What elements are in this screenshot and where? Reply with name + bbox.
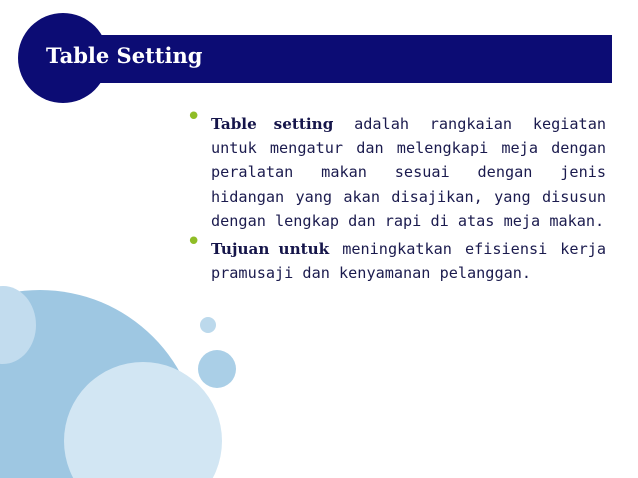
decorative-circle-dot xyxy=(200,317,216,333)
bullet-text: adalah rangkaian kegiatan untuk mengatur dan melengkapi meja dengan peralatan makan sesuai dengan jenis hidangan yang akan disajikan, yang disusun dengan lengkap dan rapi di atas meja makan. xyxy=(211,115,606,230)
bullet-dot-icon: • xyxy=(186,227,202,258)
bullet-item-purpose xyxy=(186,227,606,285)
bullet-item-definition xyxy=(186,102,606,233)
bullet-text: meningkatkan efisiensi kerja pramusaji dan kenyamanan pelanggan. xyxy=(211,240,606,283)
slide-title: Table Setting xyxy=(46,43,203,68)
bullet-term: Tujuan untuk xyxy=(211,240,330,259)
decorative-circle-small xyxy=(198,350,236,388)
bullet-dot-icon: • xyxy=(186,102,202,132)
bullet-list xyxy=(186,102,606,289)
bullet-term: Table setting xyxy=(211,115,334,133)
